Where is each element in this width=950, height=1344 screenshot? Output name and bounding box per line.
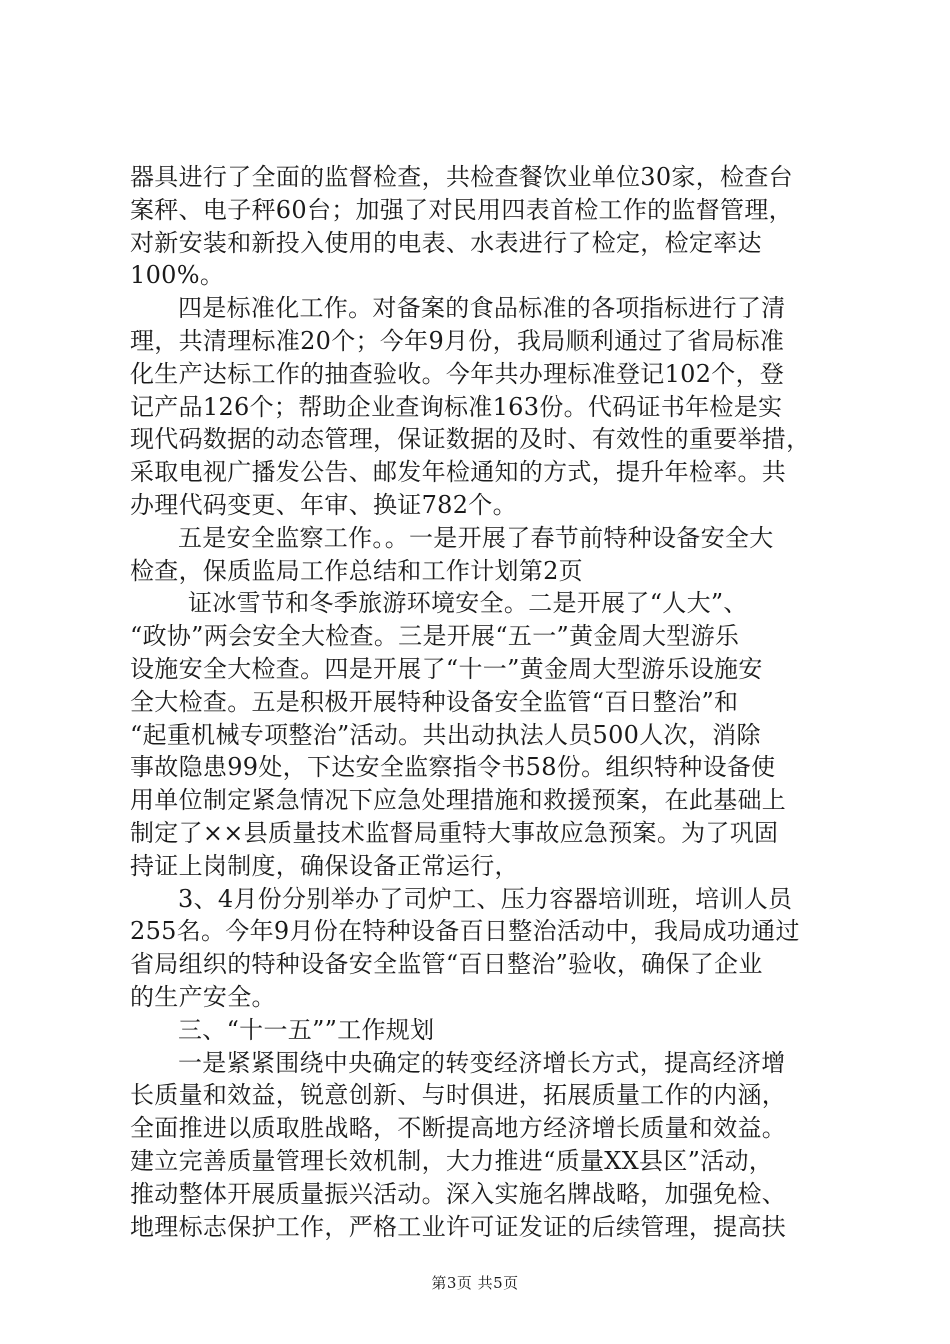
document-body	[130, 161, 830, 1243]
text-line: 100%。	[130, 261, 225, 290]
text-line: 化生产达标工作的抽查验收。今年共办理标准登记102个，登	[130, 359, 785, 388]
text-line: 255名。今年9月份在特种设备百日整治活动中，我局成功通过	[130, 917, 800, 946]
text-line: 全面推进以质取胜战略，不断提高地方经济增长质量和效益。	[130, 1114, 787, 1143]
text-line: 理，共清理标准20个；今年9月份，我局顺利通过了省局标准	[130, 326, 785, 355]
text-line: 的生产安全。	[130, 982, 276, 1011]
text-line: 记产品126个；帮助企业查询标准163份。代码证书年检是实	[130, 392, 783, 421]
page-footer: 第3页 共5页	[431, 1274, 519, 1292]
text-line: 事故隐患99处，下达安全监察指令书58份。组织特种设备使	[130, 753, 776, 782]
text-line: 对新安装和新投入使用的电表、水表进行了检定，检定率达	[130, 228, 762, 257]
text-line: 五是安全监察工作。。一是开展了春节前特种设备安全大	[178, 523, 774, 552]
text-line: 四是标准化工作。对备案的食品标准的各项指标进行了清	[178, 294, 786, 323]
text-line: 案秤、电子秤60台；加强了对民用四表首检工作的监督管理，	[130, 195, 793, 224]
text-line: 检查，保质监局工作总结和工作计划第2页	[130, 556, 583, 585]
text-line: 推动整体开展质量振兴活动。深入实施名牌战略，加强免检、	[130, 1179, 787, 1208]
text-line: 制定了××县质量技术监督局重特大事故应急预案。为了巩固	[130, 818, 779, 847]
text-line: 办理代码变更、年审、换证782个。	[130, 490, 517, 519]
text-line: 一是紧紧围绕中央确定的转变经济增长方式，提高经济增	[178, 1048, 786, 1077]
text-line: “起重机械专项整治”活动。共出动执法人员500人次，消除	[130, 720, 761, 749]
text-line: 地理标志保护工作，严格工业许可证发证的后续管理，提高扶	[130, 1212, 787, 1241]
text-line: 3、4月份分别举办了司炉工、压力容器培训班，培训人员	[178, 884, 793, 913]
text-line: 设施安全大检查。四是开展了“十一”黄金周大型游乐设施安	[130, 654, 763, 683]
text-line: 证冰雪节和冬季旅游环境安全。二是开展了“人大”、	[188, 589, 748, 618]
text-line: 器具进行了全面的监督检查，共检查餐饮业单位30家，检查台	[130, 163, 793, 191]
text-line: 现代码数据的动态管理，保证数据的及时、有效性的重要举措，	[130, 425, 811, 454]
text-line: 省局组织的特种设备安全监管“百日整治”验收，确保了企业	[130, 950, 763, 979]
text-line: “政协”两会安全大检查。三是开展“五一”黄金周大型游乐	[130, 622, 740, 651]
text-line: 用单位制定紧急情况下应急处理措施和救援预案，在此基础上	[130, 786, 787, 815]
section-heading: 三、“十一五””工作规划	[178, 1015, 435, 1044]
text-line: 建立完善质量管理长效机制，大力推进“质量XX县区”活动，	[130, 1146, 774, 1175]
text-line: 长质量和效益，锐意创新、与时俱进，拓展质量工作的内涵，	[130, 1081, 787, 1110]
text-line: 采取电视广播发公告、邮发年检通知的方式，提升年检率。共	[130, 458, 787, 487]
text-line: 持证上岗制度，确保设备正常运行，	[130, 851, 519, 880]
text-line: 全大检查。五是积极开展特种设备安全监管“百日整治”和	[130, 687, 739, 716]
